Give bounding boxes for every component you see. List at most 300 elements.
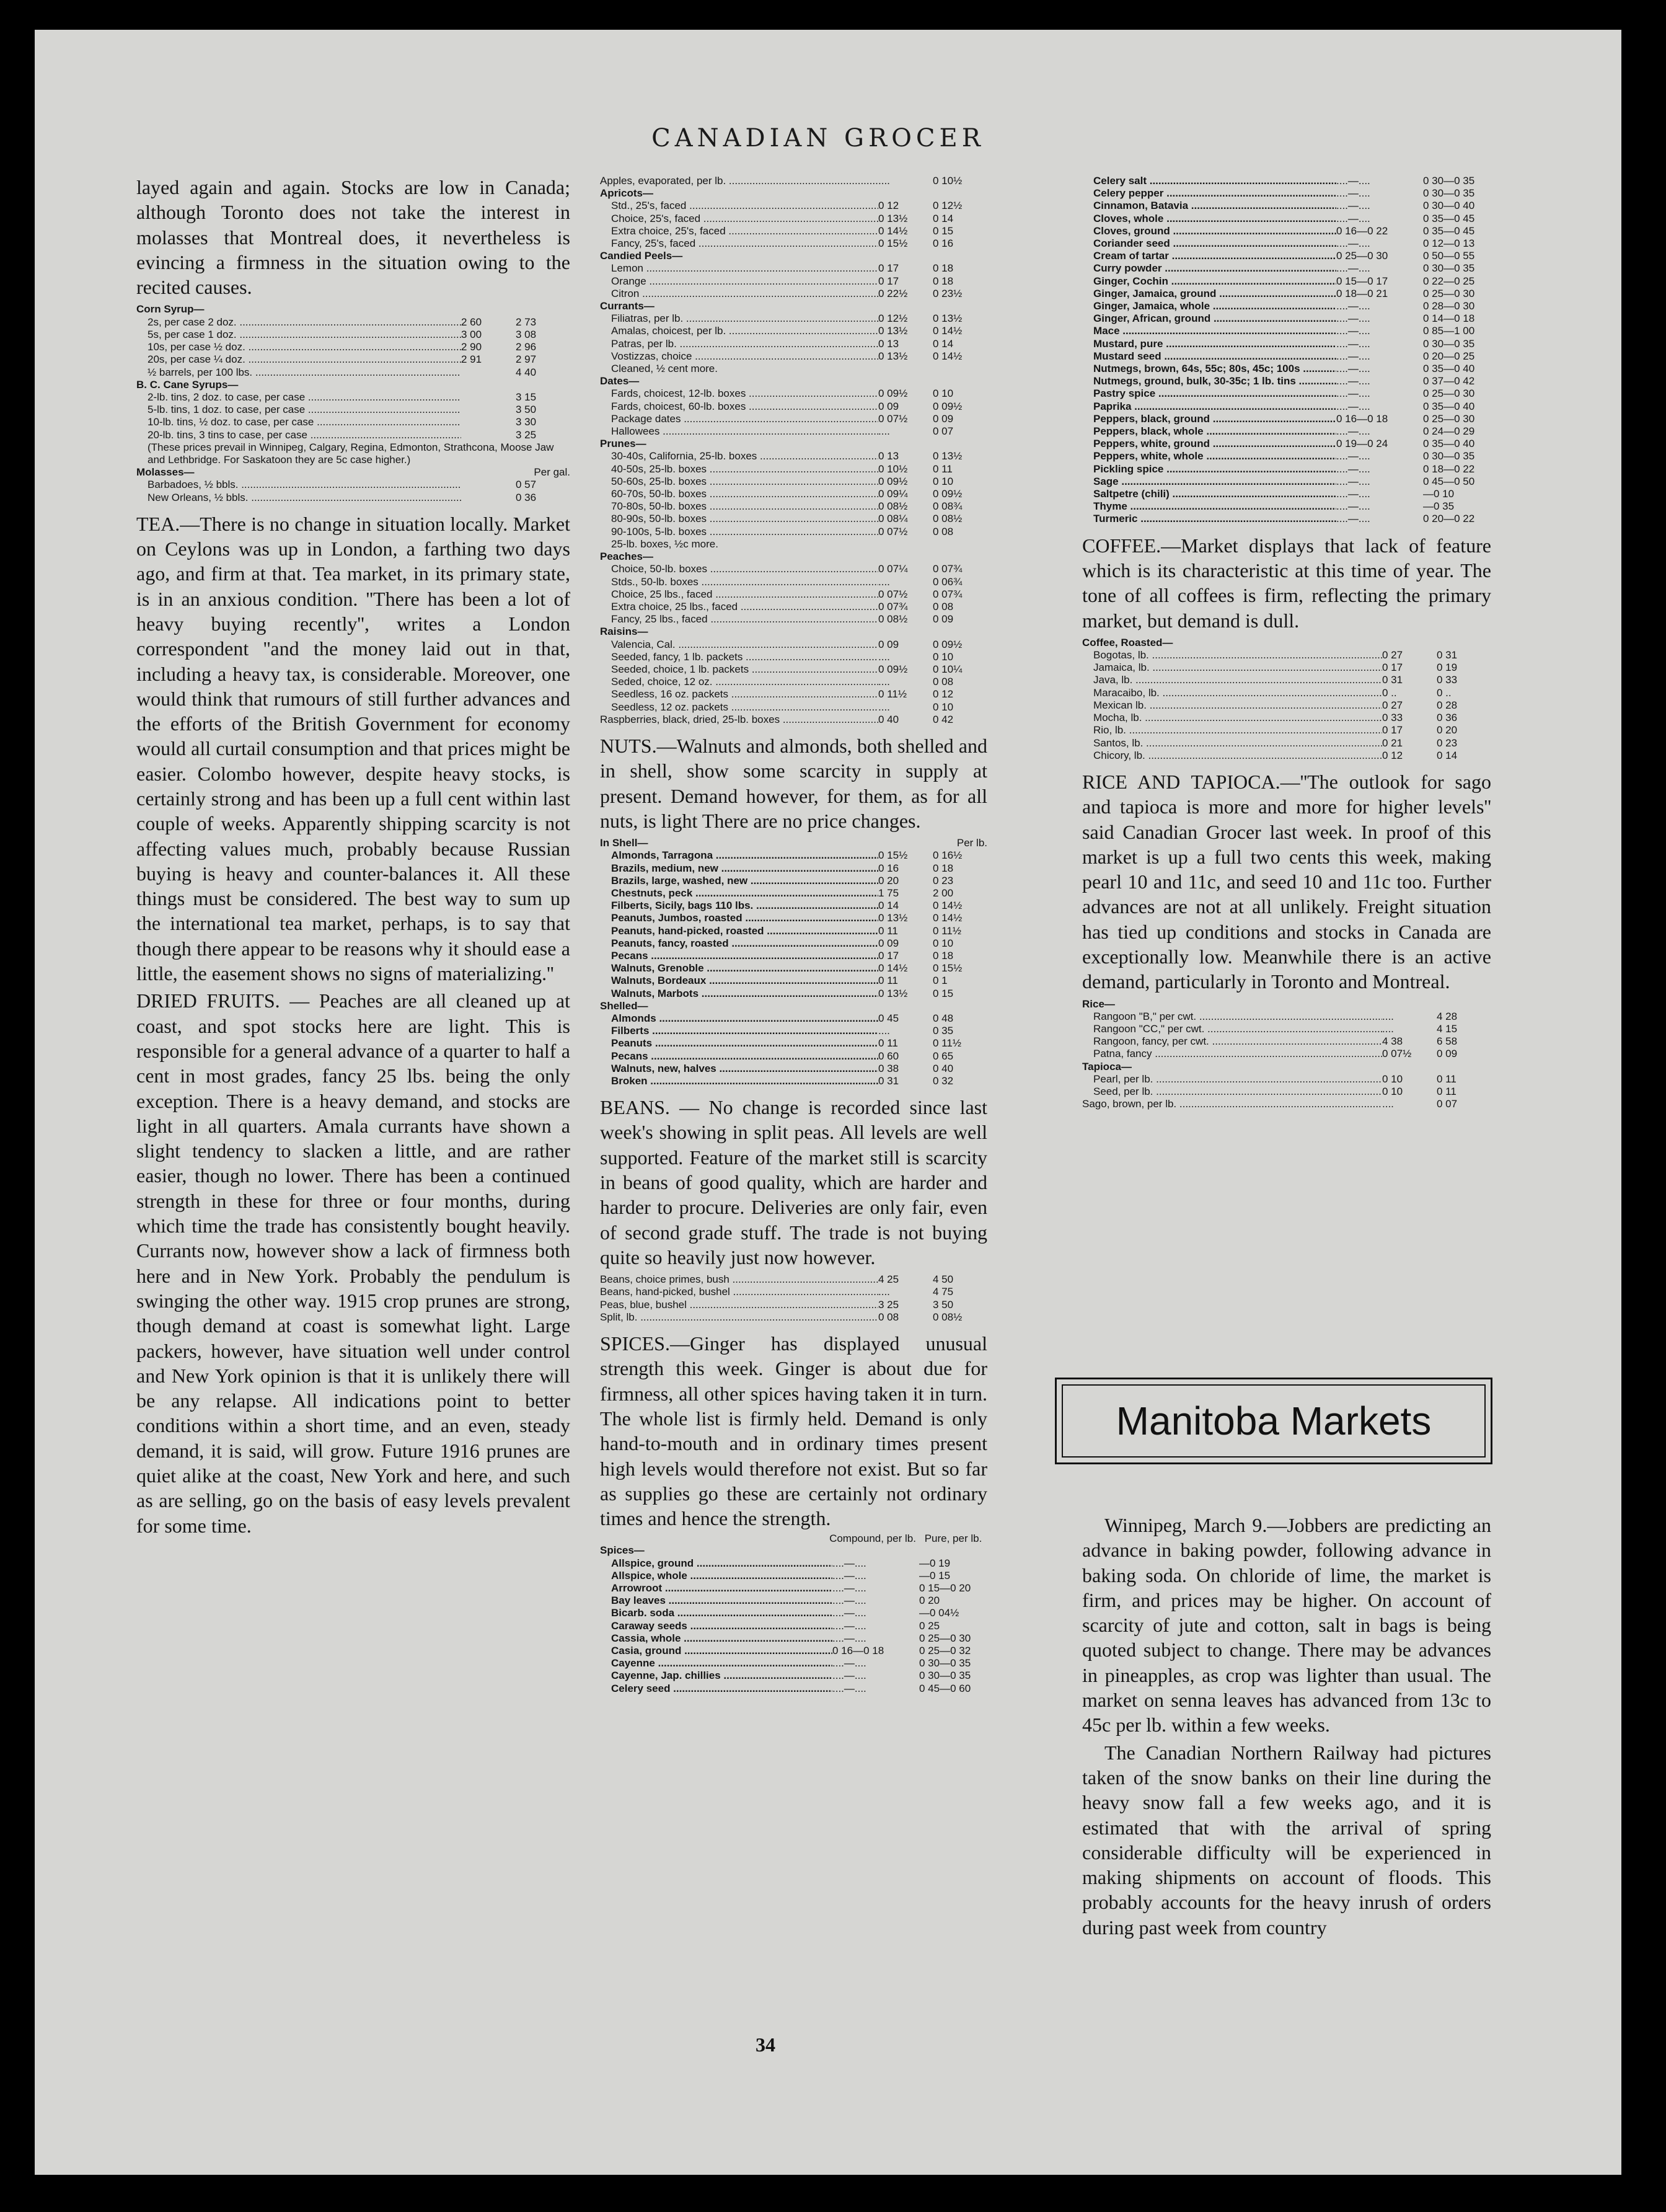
price-low: 0 07½ — [878, 412, 908, 425]
table-row — [1082, 250, 1491, 262]
spices-paragraph: SPICES.—Ginger has displayed unusual strength this week. Ginger is about due for firmness, all other spices having taken it in turn. The whole list is firmly held. Demand is only hand-to-mouth and in ordinary times present high levels would therefore not exist. But so far as supplies go these are certainly not ordinary times and hence the strength. — [600, 1332, 987, 1530]
price-low: .... — [878, 175, 890, 187]
item-name: Ginger, Cochin ..... — [1082, 275, 1336, 288]
price-low: 0 07½ — [878, 525, 908, 538]
table-section-heading — [1082, 1061, 1491, 1073]
table-row — [1082, 687, 1491, 699]
item-name: Rangoon "B," per cwt. ..... — [1082, 1011, 1382, 1023]
price-high: 0 07¾ — [933, 588, 963, 600]
item-name: Ginger, African, ground ..... — [1082, 312, 1336, 325]
price-high: 0 20—0 25 — [1423, 350, 1475, 362]
price-high: 2 00 — [933, 887, 954, 899]
table-row — [1082, 400, 1491, 413]
item-name: Raspberries, black, dried, 25-lb. boxes ..... — [600, 714, 878, 726]
price-high: 0 10 — [933, 387, 954, 400]
price-high: 0 14 — [1437, 749, 1458, 761]
price-high: 0 13½ — [933, 450, 963, 462]
table-row — [1082, 413, 1491, 425]
price-high: 0 30—0 35 — [1423, 187, 1475, 200]
item-name: 10s, per case ½ doz. ..... — [136, 341, 461, 353]
beans-price-table — [600, 1273, 987, 1324]
price-high: 0 23½ — [933, 287, 963, 299]
price-high: 0 14—0 18 — [1423, 312, 1475, 325]
price-high: 0 07 — [1437, 1098, 1458, 1110]
item-name: 20-lb. tins, 3 tins to case, per case ..... — [136, 429, 461, 441]
spice-price-table — [600, 1544, 987, 1694]
item-name: 30-40s, California, 25-lb. boxes ..... — [600, 450, 878, 462]
price-high: 4 15 — [1437, 1022, 1458, 1035]
item-name: Peanuts ..... — [600, 1037, 878, 1050]
item-name: Cream of tartar ..... — [1082, 250, 1336, 262]
price-low: 3 00 — [461, 328, 482, 340]
item-name: Patna, fancy ..... — [1082, 1048, 1382, 1060]
price-high: 0 19 — [1437, 661, 1458, 674]
item-name: Mexican lb. ..... — [1082, 699, 1382, 712]
table-row — [600, 875, 987, 887]
price-high: 0 13½ — [933, 312, 963, 325]
price-low: 0 11½ — [878, 688, 907, 701]
item-name: Chicory, lb. ..... — [1082, 750, 1382, 762]
item-name: Beans, hand-picked, bushel ..... — [600, 1286, 878, 1298]
item-name: Cayenne, Jap. chillies ..... — [600, 1670, 832, 1682]
table-row — [600, 887, 987, 900]
item-name: Broken ..... — [600, 1075, 878, 1087]
price-high: 0 18 — [933, 949, 954, 962]
price-low: .... — [878, 575, 890, 588]
column-2 — [600, 175, 987, 1702]
item-name: Cassia, whole ..... — [600, 1632, 832, 1645]
table-section-heading — [136, 379, 570, 391]
price-low: .... — [1382, 1098, 1394, 1110]
price-low: 0 27 — [1382, 649, 1403, 661]
table-row — [1082, 1035, 1491, 1048]
dried-fruits-paragraph: DRIED FRUITS. — Peaches are all cleaned up at coast, and spot stocks here are light. This is responsible for a general advance of a quarter to half a cent in most grades, fancy 25 lbs. being the only exception. There is a heavy demand, and stocks are light in all quarters. Amala currants have shown a slight tendency to slacken a little, and are rather easier, though no lower. There has been a continued strength in these for three or four months, during which time the trade has consistently bought heavily. Currants now, however show a lack of firmness both here and in New York. Probably the pendulum is swinging the other way. 1915 crop prunes are strong, though demand at coast is somewhat light. Large packers, however, have situation well under control and New York opinion is that it is unlikely there will be any relapse. All indications point to better conditions within a short time, and an even, steady demand, it is said, will grow. Future 1916 prunes are quiet alike at the coast, New York and here, and such as are selling, go on the basis of easy levels prevalent for some time. — [136, 989, 570, 1537]
table-row — [600, 425, 987, 438]
table-row — [1082, 262, 1491, 275]
price-high: 4 50 — [933, 1273, 954, 1286]
item-name: Orange ..... — [600, 275, 878, 288]
item-name: Extra choice, 25's, faced ..... — [600, 225, 878, 237]
price-high: 0 23 — [933, 874, 954, 887]
price-low: ....—.... — [1336, 500, 1370, 513]
price-low: .... — [878, 676, 890, 688]
section-label: Currants— — [600, 300, 654, 312]
table-row — [600, 387, 987, 400]
price-high: 0 16½ — [933, 849, 963, 862]
table-row — [1082, 488, 1491, 500]
table-row — [600, 925, 987, 937]
price-high: 3 08 — [516, 328, 537, 340]
price-low: 0 09 — [878, 638, 899, 650]
section-label: B. C. Cane Syrups— — [136, 378, 239, 391]
price-high: 0 14½ — [933, 912, 963, 924]
item-name: Fards, choicest, 12-lb. boxes ..... — [600, 387, 878, 400]
item-name: Bogotas, lb. ..... — [1082, 649, 1382, 661]
price-high: 0 11 — [1437, 1073, 1457, 1085]
price-low: 0 15½ — [878, 849, 908, 862]
item-name: Filberts, Sicily, bags 110 lbs. ..... — [600, 900, 878, 912]
item-name: 80-90s, 50-lb. boxes ..... — [600, 513, 878, 525]
price-low: 0 16—0 18 — [832, 1645, 884, 1657]
price-high: 0 48 — [933, 1012, 954, 1024]
table-row — [600, 937, 987, 950]
item-name: Beans, choice primes, bush ..... — [600, 1273, 878, 1286]
price-high: 0 30—0 35 — [1423, 337, 1475, 350]
price-high: 0 36 — [516, 491, 537, 503]
table-row — [600, 200, 987, 212]
price-high: 0 14½ — [933, 325, 963, 337]
item-name: Celery seed ..... — [600, 1683, 832, 1695]
price-high: 0 35—0 40 — [1423, 363, 1475, 375]
price-low: 0 12 — [878, 200, 899, 212]
price-low: 0 13½ — [878, 912, 908, 924]
price-low: 0 14½ — [878, 224, 908, 237]
item-name: Fancy, 25's, faced ..... — [600, 237, 878, 250]
price-high: 3 15 — [516, 391, 537, 403]
table-section-heading — [600, 250, 987, 262]
price-low: ....—.... — [832, 1569, 866, 1582]
item-name: Sago, brown, per lb. ..... — [1082, 1098, 1382, 1110]
price-high: 0 20—0 22 — [1423, 513, 1475, 525]
item-name: Rangoon "CC," per cwt. ..... — [1082, 1023, 1382, 1035]
price-low: 2 90 — [461, 341, 482, 353]
item-name: Nutmegs, brown, 64s, 55c; 80s, 45c; 100s ..... — [1082, 363, 1336, 375]
item-name: Bicarb. soda ..... — [600, 1607, 832, 1619]
table-row — [600, 1582, 987, 1595]
item-name: Maracaibo, lb. ..... — [1082, 687, 1382, 699]
price-low: 0 31 — [878, 1074, 899, 1087]
price-high: 2 97 — [516, 353, 537, 366]
table-row — [600, 175, 987, 187]
price-high: 0 65 — [933, 1050, 954, 1062]
section-label: Apricots— — [600, 187, 653, 200]
price-high: 0 10¼ — [933, 663, 963, 675]
price-low: 0 22½ — [878, 287, 908, 299]
table-row — [600, 663, 987, 676]
price-high: 3 50 — [516, 404, 537, 416]
price-high: 0 25—0 30 — [919, 1632, 971, 1644]
table-row — [600, 463, 987, 476]
railway-paragraph: The Canadian Northern Railway had pictures taken of the snow banks on their line during the heavy snow fall a few weeks ago, and it is estimated that with the arrival of spring considerable difficulty will be experienced in making shipments on account of floods. This probably accounts for the heavy inrush of orders during past week from country — [1082, 1741, 1491, 1939]
price-high: 0 15 — [933, 987, 954, 999]
price-high: 0 11½ — [933, 924, 962, 937]
price-high: 0 11½ — [933, 1037, 962, 1050]
table-row — [1082, 312, 1491, 325]
item-name: Fards, choicest, 60-lb. boxes ..... — [600, 400, 878, 413]
price-high: 0 14½ — [933, 350, 963, 362]
price-low: ....—.... — [1336, 375, 1370, 387]
price-high: —0 19 — [919, 1557, 951, 1569]
item-name: Almonds ..... — [600, 1012, 878, 1025]
item-name: Brazils, medium, new ..... — [600, 862, 878, 875]
price-low: 0 27 — [1382, 699, 1403, 711]
item-name: 50-60s, 25-lb. boxes ..... — [600, 476, 878, 488]
item-name: Choice, 25 lbs., faced ..... — [600, 588, 878, 601]
price-high: 0 30—0 35 — [919, 1670, 971, 1682]
price-low: 0 14½ — [878, 962, 908, 975]
item-name: Caraway seeds ..... — [600, 1620, 832, 1632]
table-section-heading — [600, 300, 987, 312]
item-name: Peppers, white, ground ..... — [1082, 438, 1336, 450]
item-name: Java, lb. ..... — [1082, 674, 1382, 686]
price-low: ....—.... — [832, 1619, 866, 1632]
item-name: Rangoon, fancy, per cwt. ..... — [1082, 1035, 1382, 1048]
unit-label: Per lb. — [956, 837, 987, 849]
item-name: 90-100s, 5-lb. boxes ..... — [600, 526, 878, 538]
item-name: Seded, choice, 12 oz. ..... — [600, 676, 878, 688]
price-low: ....—.... — [1336, 488, 1370, 500]
price-high: 0 30—0 35 — [1423, 450, 1475, 462]
table-row — [600, 1299, 987, 1311]
table-row — [1082, 724, 1491, 737]
item-name: Mustard seed ..... — [1082, 350, 1336, 363]
table-row — [600, 912, 987, 924]
price-high: 0 08½ — [933, 1311, 963, 1323]
table-row — [1082, 1073, 1491, 1086]
item-name: Cinnamon, Batavia ..... — [1082, 200, 1336, 212]
item-name: Pastry spice ..... — [1082, 387, 1336, 400]
item-name: Santos, lb. ..... — [1082, 737, 1382, 750]
price-high: 0 09 — [933, 613, 954, 626]
table-row — [1082, 438, 1491, 450]
table-row — [600, 400, 987, 413]
price-high: 0 25—0 32 — [919, 1645, 971, 1657]
table-row — [1082, 275, 1491, 288]
price-high: 0 35—0 45 — [1423, 212, 1475, 224]
item-name: Sage ..... — [1082, 476, 1336, 488]
section-label: Candied Peels— — [600, 250, 683, 262]
price-high: 0 12—0 13 — [1423, 237, 1475, 250]
price-high: 0 09½ — [933, 488, 963, 500]
price-high: 0 1 — [933, 975, 948, 987]
item-name: Std., 25's, faced ..... — [600, 200, 878, 212]
item-name: 2-lb. tins, 2 doz. to case, per case ..... — [136, 391, 461, 404]
spice-column-headers — [600, 1533, 987, 1544]
table-row — [600, 488, 987, 500]
price-high: 0 10 — [933, 701, 954, 713]
item-name: Choice, 25's, faced ..... — [600, 213, 878, 225]
table-row — [1082, 200, 1491, 212]
section-label: Tapioca— — [1082, 1060, 1132, 1073]
price-low: 0 11 — [878, 975, 898, 987]
table-row — [600, 1557, 987, 1570]
price-high: 0 45—0 60 — [919, 1682, 971, 1694]
table-row — [1082, 737, 1491, 750]
table-row — [600, 413, 987, 425]
item-name: Mustard, pure ..... — [1082, 338, 1336, 350]
item-name: Chestnuts, peck ..... — [600, 887, 878, 900]
price-low: 0 11 — [878, 924, 898, 937]
price-high: —0 04½ — [919, 1607, 959, 1619]
table-section-heading — [600, 375, 987, 387]
price-low: 0 16—0 18 — [1336, 412, 1388, 425]
item-name: 40-50s, 25-lb. boxes ..... — [600, 463, 878, 476]
table-row — [600, 1620, 987, 1632]
price-low: ....—.... — [1336, 462, 1370, 475]
price-low: .... — [878, 1025, 890, 1037]
table-row — [600, 1037, 987, 1050]
price-low: .... — [878, 1286, 890, 1298]
table-row — [136, 416, 570, 428]
price-high: 0 18 — [933, 862, 954, 874]
price-high: 0 08¾ — [933, 500, 963, 513]
price-low: 0 31 — [1382, 674, 1403, 686]
price-high: 0 25—0 30 — [1423, 287, 1475, 299]
item-name: Lemon ..... — [600, 262, 878, 275]
item-name: Stds., 50-lb. boxes ..... — [600, 576, 878, 588]
price-low: ....—.... — [1336, 337, 1370, 350]
table-row — [1082, 425, 1491, 438]
coffee-paragraph: COFFEE.—Market displays that lack of feature which is its characteristic at this time of year. The tone of all coffees is firm, reflecting the primary market, but demand is dull. — [1082, 534, 1491, 632]
compound-header: Compound, per lb. — [829, 1533, 916, 1545]
price-high: —0 10 — [1423, 488, 1455, 500]
item-name: 60-70s, 50-lb. boxes ..... — [600, 488, 878, 500]
table-note: 25-lb. boxes, ½c more. — [611, 538, 718, 550]
price-high: 0 20 — [1437, 724, 1458, 737]
price-high: 0 18 — [933, 262, 954, 275]
item-name: Arrowroot ..... — [600, 1582, 832, 1595]
price-high: 0 16 — [933, 237, 954, 250]
table-row — [1082, 1048, 1491, 1060]
price-low: ....—.... — [1336, 450, 1370, 462]
item-name: Seedless, 12 oz. packets ..... — [600, 701, 878, 714]
table-section-heading — [600, 187, 987, 200]
price-low: ....—.... — [1336, 475, 1370, 487]
price-low — [461, 416, 516, 428]
table-row — [600, 601, 987, 613]
price-high: 2 96 — [516, 341, 537, 353]
item-name: Peppers, black, ground ..... — [1082, 413, 1336, 425]
price-low: .... — [878, 701, 890, 713]
price-low: 4 38 — [1382, 1035, 1403, 1048]
molasses-intro-paragraph: layed again and again. Stocks are low in Canada; although Toronto does not take the interest in molasses that Montreal does, it nevertheless is evincing a firmness in the situation owing to the recited causes. — [136, 176, 570, 299]
price-high: 0 31 — [1437, 649, 1458, 661]
item-name: Extra choice, 25 lbs., faced ..... — [600, 601, 878, 613]
price-low: 2 91 — [461, 353, 482, 366]
price-high: 3 50 — [933, 1298, 954, 1311]
price-low: 0 07½ — [1382, 1048, 1412, 1060]
item-name: Peanuts, hand-picked, roasted ..... — [600, 925, 878, 937]
price-low: 0 17 — [878, 949, 899, 962]
table-row — [1082, 750, 1491, 762]
price-low: ....—.... — [832, 1670, 866, 1682]
price-low: 0 13½ — [878, 987, 908, 999]
price-high: 0 08½ — [933, 513, 963, 525]
price-high: 0 15 — [933, 224, 954, 237]
price-low: 0 16 — [878, 862, 899, 874]
price-high: 2 73 — [516, 316, 537, 328]
price-low: 0 13½ — [878, 212, 908, 224]
table-row — [1082, 187, 1491, 200]
table-row — [600, 450, 987, 462]
price-high: 0 10½ — [933, 175, 963, 187]
price-high: 0 14 — [933, 337, 954, 350]
table-row — [600, 1075, 987, 1087]
table-row — [1082, 363, 1491, 375]
table-row — [136, 429, 570, 441]
price-high: 0 85—1 00 — [1423, 325, 1475, 337]
price-low: ....—.... — [1336, 387, 1370, 400]
section-label: Raisins— — [600, 626, 648, 638]
price-low: ....—.... — [1336, 200, 1370, 212]
table-row — [600, 563, 987, 575]
price-low: 0 12 — [1382, 749, 1403, 761]
table-row — [600, 476, 987, 488]
item-name: Valencia, Cal. ..... — [600, 639, 878, 651]
price-low: 0 17 — [1382, 724, 1403, 737]
item-name: Celery pepper ..... — [1082, 187, 1336, 200]
item-name: Citron ..... — [600, 288, 878, 300]
table-row — [600, 325, 987, 337]
price-low — [461, 404, 516, 416]
price-high: 4 75 — [933, 1286, 954, 1298]
price-low: 0 13½ — [878, 350, 908, 362]
item-name: Filberts ..... — [600, 1025, 878, 1037]
table-row — [600, 1670, 987, 1682]
table-row — [600, 701, 987, 714]
price-high: 0 25—0 30 — [1423, 387, 1475, 400]
table-section-heading — [600, 1544, 987, 1557]
column-1 — [136, 175, 570, 1541]
table-row — [1082, 649, 1491, 661]
price-low: ....—.... — [1336, 237, 1370, 250]
table-row — [1082, 213, 1491, 225]
item-name: Choice, 50-lb. boxes ..... — [600, 563, 878, 575]
item-name: Hallowees ..... — [600, 425, 878, 438]
price-high: 0 30—0 35 — [1423, 175, 1475, 187]
table-row — [600, 639, 987, 651]
table-row — [600, 714, 987, 726]
table-row — [1082, 387, 1491, 400]
price-low: ....—.... — [832, 1682, 866, 1694]
price-low: 0 13 — [878, 337, 899, 350]
table-row — [1082, 500, 1491, 513]
table-row — [1082, 175, 1491, 187]
item-name: Fancy, 25 lbs., faced ..... — [600, 613, 878, 626]
item-name: Turmeric ..... — [1082, 513, 1336, 525]
item-name: Filiatras, per lb. ..... — [600, 312, 878, 325]
price-high: 3 25 — [516, 428, 537, 441]
item-name: Seeded, fancy, 1 lb. packets ..... — [600, 651, 878, 663]
price-high: 0 09½ — [933, 638, 963, 650]
price-high: 0 30—0 40 — [1423, 200, 1475, 212]
item-name: 5s, per case 1 doz. ..... — [136, 329, 461, 341]
nuts-paragraph: NUTS.—Walnuts and almonds, both shelled and in shell, show some scarcity in supply at present. Demand however, for them, as for all nuts, is light There are no price changes. — [600, 734, 987, 832]
table-row — [1082, 288, 1491, 300]
item-name: Rio, lb. ..... — [1082, 724, 1382, 737]
item-name: Pecans ..... — [600, 950, 878, 962]
section-label: In Shell— — [600, 837, 648, 849]
item-name: Coriander seed ..... — [1082, 237, 1336, 250]
price-low: 0 21 — [1382, 737, 1403, 749]
price-high: 0 23 — [1437, 737, 1458, 749]
table-row — [600, 526, 987, 538]
price-high: —0 15 — [919, 1569, 951, 1582]
table-section-heading — [1082, 998, 1491, 1011]
table-row — [600, 1595, 987, 1607]
price-low: 0 09 — [878, 400, 899, 412]
price-low: 0 60 — [878, 1050, 899, 1062]
item-name: Mocha, lb. ..... — [1082, 712, 1382, 724]
table-row — [1082, 1086, 1491, 1098]
price-high: 0 18—0 22 — [1423, 462, 1475, 475]
manitoba-markets-box — [1055, 1378, 1492, 1464]
price-low: ....—.... — [1336, 262, 1370, 275]
price-low: ....—.... — [832, 1557, 866, 1569]
item-name: New Orleans, ½ bbls. ..... — [136, 492, 461, 504]
table-row — [600, 513, 987, 525]
price-low: 3 25 — [878, 1298, 899, 1311]
